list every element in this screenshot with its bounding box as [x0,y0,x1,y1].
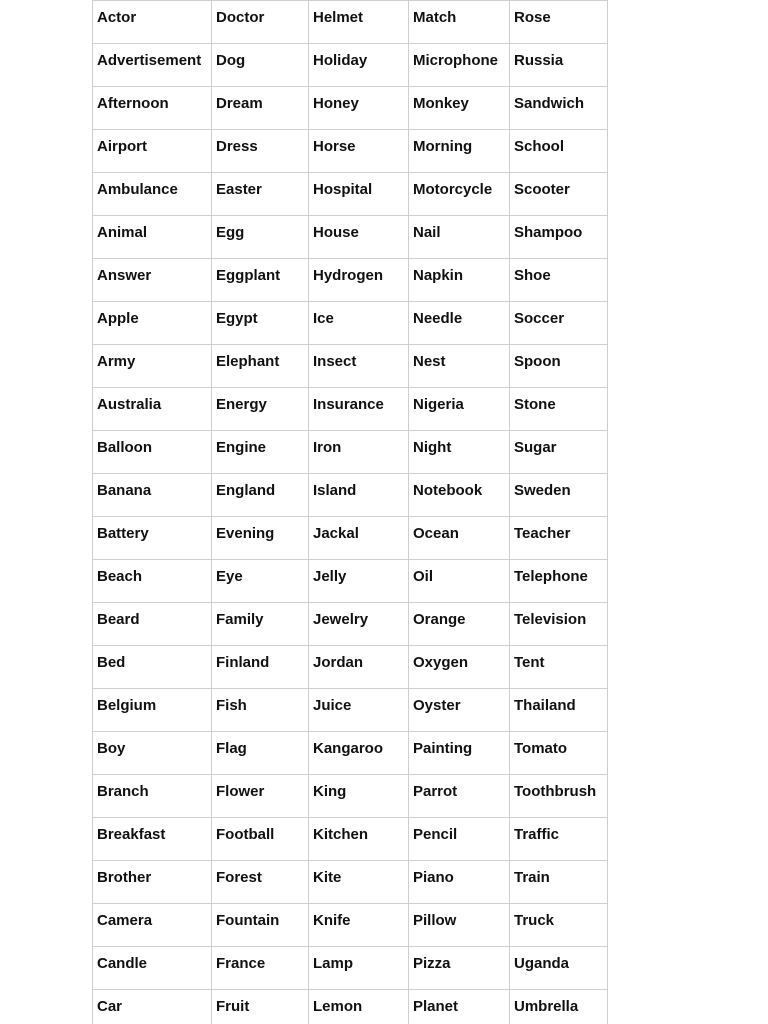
word-cell: Ocean [409,517,510,560]
word-cell: Traffic [510,818,608,861]
word-cell: Spoon [510,345,608,388]
table-row [93,173,608,216]
table-row [93,388,608,431]
word-cell: Microphone [409,44,510,87]
word-cell: Tomato [510,732,608,775]
table-row [93,431,608,474]
word-cell: Oil [409,560,510,603]
table-row [93,216,608,259]
word-cell: Painting [409,732,510,775]
word-cell: Soccer [510,302,608,345]
word-cell: Animal [93,216,212,259]
table-row [93,474,608,517]
word-cell: Forest [212,861,309,904]
word-cell: Napkin [409,259,510,302]
word-cell: Boy [93,732,212,775]
word-cell: Dog [212,44,309,87]
word-cell: Kite [309,861,409,904]
word-cell: Umbrella [510,990,608,1024]
word-cell: Apple [93,302,212,345]
word-cell: Fountain [212,904,309,947]
word-cell: Easter [212,173,309,216]
table-row [93,130,608,173]
word-cell: Doctor [212,1,309,44]
word-cell: England [212,474,309,517]
word-cell: Lemon [309,990,409,1024]
word-cell: Planet [409,990,510,1024]
word-cell: Night [409,431,510,474]
word-cell: School [510,130,608,173]
table-row [93,560,608,603]
word-cell: Flower [212,775,309,818]
word-cell: Dress [212,130,309,173]
word-cell: Island [309,474,409,517]
table-row [93,302,608,345]
word-cell: Stone [510,388,608,431]
word-cell: Airport [93,130,212,173]
word-cell: Football [212,818,309,861]
word-cell: Russia [510,44,608,87]
word-cell: Needle [409,302,510,345]
word-cell: Elephant [212,345,309,388]
word-cell: Beard [93,603,212,646]
word-cell: Match [409,1,510,44]
word-cell: Jelly [309,560,409,603]
word-cell: Train [510,861,608,904]
table-row [93,345,608,388]
word-cell: Television [510,603,608,646]
word-cell: Candle [93,947,212,990]
word-cell: Rose [510,1,608,44]
word-cell: Scooter [510,173,608,216]
word-cell: Family [212,603,309,646]
word-cell: Tent [510,646,608,689]
word-cell: Egg [212,216,309,259]
word-cell: Piano [409,861,510,904]
word-cell: Actor [93,1,212,44]
word-cell: Battery [93,517,212,560]
word-cell: Nail [409,216,510,259]
word-cell: Iron [309,431,409,474]
table-row [93,44,608,87]
word-cell: Nest [409,345,510,388]
table-row [93,1,608,44]
word-cell: Shampoo [510,216,608,259]
word-cell: Monkey [409,87,510,130]
word-cell: Car [93,990,212,1024]
word-cell: Helmet [309,1,409,44]
word-cell: Australia [93,388,212,431]
word-cell: Jackal [309,517,409,560]
word-cell: Afternoon [93,87,212,130]
table-row [93,87,608,130]
word-table-body [93,1,608,1024]
word-cell: Dream [212,87,309,130]
word-cell: Juice [309,689,409,732]
word-cell: Balloon [93,431,212,474]
word-cell: Morning [409,130,510,173]
word-cell: Jordan [309,646,409,689]
word-cell: Branch [93,775,212,818]
word-cell: Holiday [309,44,409,87]
word-cell: Insect [309,345,409,388]
word-cell: Answer [93,259,212,302]
table-row [93,904,608,947]
table-row [93,775,608,818]
word-cell: Fruit [212,990,309,1024]
word-cell: Pencil [409,818,510,861]
word-cell: France [212,947,309,990]
word-cell: Brother [93,861,212,904]
table-row [93,732,608,775]
word-cell: Fish [212,689,309,732]
word-cell: Toothbrush [510,775,608,818]
word-cell: Oyster [409,689,510,732]
word-cell: Kangaroo [309,732,409,775]
word-cell: Evening [212,517,309,560]
word-cell: Notebook [409,474,510,517]
table-row [93,603,608,646]
word-cell: King [309,775,409,818]
word-cell: Jewelry [309,603,409,646]
word-cell: Insurance [309,388,409,431]
word-cell: House [309,216,409,259]
word-cell: Ice [309,302,409,345]
word-cell: Thailand [510,689,608,732]
word-cell: Nigeria [409,388,510,431]
word-cell: Lamp [309,947,409,990]
word-table [92,0,608,1024]
word-cell: Knife [309,904,409,947]
word-cell: Beach [93,560,212,603]
word-cell: Hydrogen [309,259,409,302]
word-cell: Banana [93,474,212,517]
table-row [93,990,608,1024]
word-cell: Pillow [409,904,510,947]
word-cell: Orange [409,603,510,646]
word-cell: Flag [212,732,309,775]
word-cell: Belgium [93,689,212,732]
table-row [93,517,608,560]
word-cell: Kitchen [309,818,409,861]
word-cell: Eggplant [212,259,309,302]
table-row [93,259,608,302]
word-cell: Shoe [510,259,608,302]
word-cell: Camera [93,904,212,947]
word-cell: Pizza [409,947,510,990]
word-cell: Advertisement [93,44,212,87]
word-cell: Sweden [510,474,608,517]
word-cell: Oxygen [409,646,510,689]
table-row [93,861,608,904]
word-cell: Truck [510,904,608,947]
word-cell: Eye [212,560,309,603]
word-cell: Uganda [510,947,608,990]
word-cell: Motorcycle [409,173,510,216]
table-row [93,646,608,689]
table-row [93,689,608,732]
word-cell: Hospital [309,173,409,216]
word-cell: Honey [309,87,409,130]
word-cell: Horse [309,130,409,173]
word-cell: Finland [212,646,309,689]
word-cell: Teacher [510,517,608,560]
word-cell: Telephone [510,560,608,603]
table-row [93,818,608,861]
word-cell: Engine [212,431,309,474]
word-cell: Parrot [409,775,510,818]
word-cell: Ambulance [93,173,212,216]
word-cell: Breakfast [93,818,212,861]
word-cell: Sugar [510,431,608,474]
word-cell: Energy [212,388,309,431]
word-cell: Army [93,345,212,388]
word-cell: Bed [93,646,212,689]
table-row [93,947,608,990]
word-cell: Sandwich [510,87,608,130]
word-cell: Egypt [212,302,309,345]
